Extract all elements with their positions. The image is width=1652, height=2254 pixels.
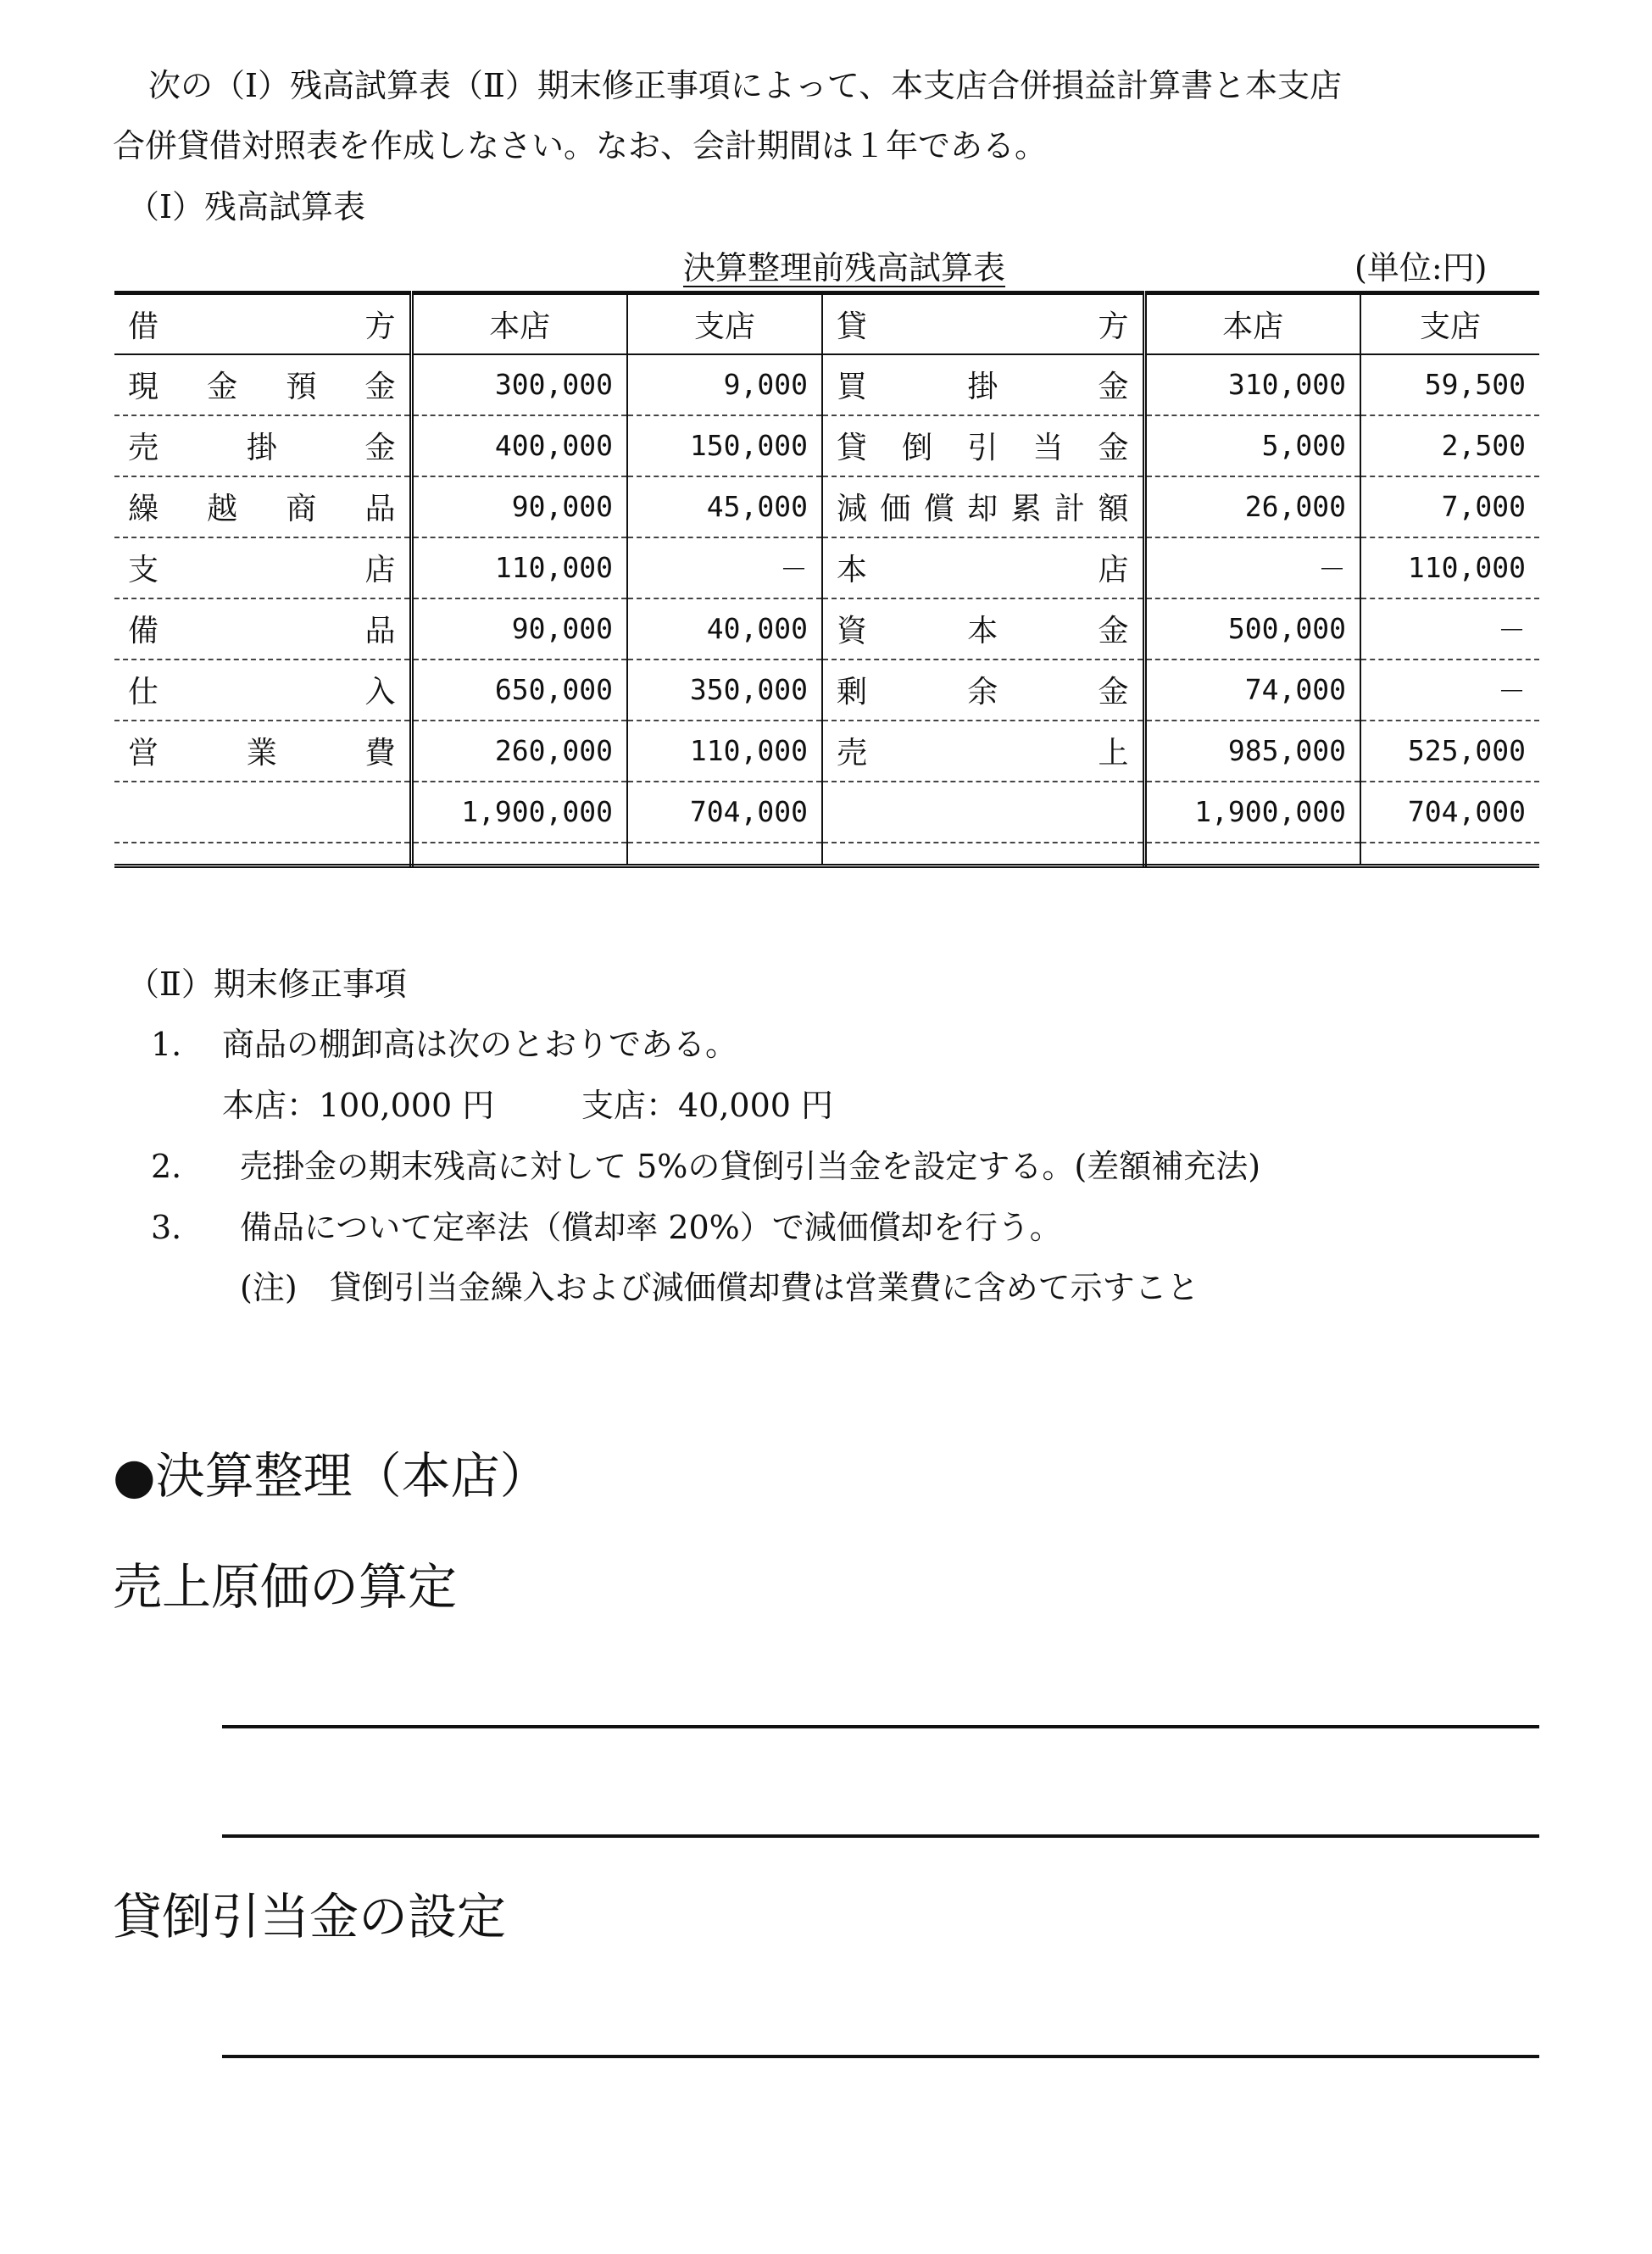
header-credit-shiten: 支店 <box>1360 293 1539 354</box>
adjustment-2-text: 売掛金の期末残高に対して 5%の貸倒引当金を設定する。(差額補充法) <box>240 1148 1261 1185</box>
table-header-row <box>114 293 1539 354</box>
credit-shiten: 59,500 <box>1360 354 1539 415</box>
debit-shiten: 350,000 <box>627 660 822 721</box>
answer-line-cogs-1[interactable] <box>222 1725 1539 1728</box>
credit-account: 本 店 <box>822 537 1144 598</box>
debit-account: 現 金 預 金 <box>114 354 411 415</box>
debit-honten: 110,000 <box>411 537 627 598</box>
credit-shiten: － <box>1360 660 1539 721</box>
answer-line-cogs-2[interactable] <box>222 1834 1539 1838</box>
total-credit-honten: 1,900,000 <box>1144 782 1360 843</box>
credit-account: 減 価 償 却 累 計 額 <box>822 476 1144 537</box>
credit-honten: 500,000 <box>1144 598 1360 660</box>
section-trial-balance-title: （Ⅰ）残高試算表 <box>127 188 366 225</box>
debit-account: 営 業 費 <box>114 721 411 782</box>
table-row <box>114 660 1539 721</box>
table-total-row <box>114 782 1539 843</box>
trial-balance-table <box>114 291 1539 868</box>
table-row <box>114 415 1539 476</box>
debit-account: 支 店 <box>114 537 411 598</box>
header-debit: 借 方 <box>114 293 411 354</box>
debit-honten: 300,000 <box>411 354 627 415</box>
debit-honten: 400,000 <box>411 415 627 476</box>
debit-shiten: 45,000 <box>627 476 822 537</box>
debit-account: 繰 越 商 品 <box>114 476 411 537</box>
intro-line-1: 次の（Ⅰ）残高試算表（Ⅱ）期末修正事項によって、本支店合併損益計算書と本支店 <box>148 67 1343 104</box>
total-debit-shiten: 704,000 <box>627 782 822 843</box>
intro-line-2: 合併貸借対照表を作成しなさい。なお、会計期間は１年である。 <box>113 127 1048 164</box>
adjustment-3-text: 備品について定率法（償却率 20%）で減価償却を行う。 <box>240 1209 1062 1246</box>
adjustment-1-text: 商品の棚卸高は次のとおりである。 <box>222 1026 738 1063</box>
credit-shiten: 2,500 <box>1360 415 1539 476</box>
worksheet-heading: ●決算整理（本店） <box>113 1447 549 1505</box>
worksheet-allowance-heading: 貸倒引当金の設定 <box>113 1888 507 1945</box>
adjustment-3-number: 3. <box>151 1209 182 1246</box>
debit-honten: 650,000 <box>411 660 627 721</box>
credit-account: 資 本 金 <box>822 598 1144 660</box>
credit-honten: 310,000 <box>1144 354 1360 415</box>
header-debit-honten: 本店 <box>411 293 627 354</box>
worksheet-cogs-heading: 売上原価の算定 <box>113 1558 458 1616</box>
debit-honten: 90,000 <box>411 598 627 660</box>
credit-shiten: 110,000 <box>1360 537 1539 598</box>
credit-honten: 5,000 <box>1144 415 1360 476</box>
answer-line-allowance-1[interactable] <box>222 2055 1539 2058</box>
trial-balance-unit: (単位:円) <box>1354 249 1488 287</box>
debit-account: 売 掛 金 <box>114 415 411 476</box>
credit-shiten: 7,000 <box>1360 476 1539 537</box>
adjustment-1-number: 1. <box>151 1026 182 1063</box>
trial-balance-caption: 決算整理前残高試算表 <box>683 249 1006 287</box>
credit-shiten: 525,000 <box>1360 721 1539 782</box>
credit-honten: － <box>1144 537 1360 598</box>
credit-account: 貸 倒 引 当 金 <box>822 415 1144 476</box>
debit-shiten: 110,000 <box>627 721 822 782</box>
debit-honten: 90,000 <box>411 476 627 537</box>
debit-honten: 260,000 <box>411 721 627 782</box>
credit-account: 売 上 <box>822 721 1144 782</box>
adjustment-2-number: 2. <box>151 1148 182 1185</box>
total-debit-honten: 1,900,000 <box>411 782 627 843</box>
adjustments-title: （Ⅱ）期末修正事項 <box>127 966 407 1003</box>
credit-account: 剰 余 金 <box>822 660 1144 721</box>
table-row <box>114 354 1539 415</box>
table-row <box>114 537 1539 598</box>
total-credit-shiten: 704,000 <box>1360 782 1539 843</box>
adjustment-1-honten: 本店：100,000 円 <box>222 1087 495 1124</box>
credit-honten: 74,000 <box>1144 660 1360 721</box>
header-debit-shiten: 支店 <box>627 293 822 354</box>
credit-honten: 26,000 <box>1144 476 1360 537</box>
debit-shiten: 40,000 <box>627 598 822 660</box>
table-row <box>114 598 1539 660</box>
debit-account: 備 品 <box>114 598 411 660</box>
debit-shiten: 9,000 <box>627 354 822 415</box>
adjustment-1-shiten: 支店：40,000 円 <box>581 1087 834 1124</box>
debit-account: 仕 入 <box>114 660 411 721</box>
header-credit-honten: 本店 <box>1144 293 1360 354</box>
debit-shiten: 150,000 <box>627 415 822 476</box>
table-closing-rule <box>114 843 1539 866</box>
table-row <box>114 476 1539 537</box>
credit-account: 買 掛 金 <box>822 354 1144 415</box>
header-credit: 貸 方 <box>822 293 1144 354</box>
adjustment-note: (注) 貸倒引当金繰入および減価償却費は営業費に含めて示すこと <box>240 1269 1199 1306</box>
debit-shiten: － <box>627 537 822 598</box>
credit-shiten: － <box>1360 598 1539 660</box>
credit-honten: 985,000 <box>1144 721 1360 782</box>
table-row <box>114 721 1539 782</box>
